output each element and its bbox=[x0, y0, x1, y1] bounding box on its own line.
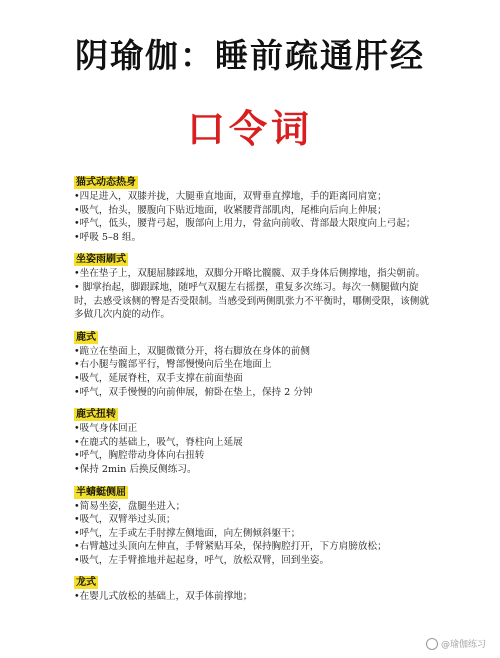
instruction-line: •四足进入，双膝并拢，大腿垂直地面，双臂垂直撑地，手的距离同肩宽； bbox=[74, 191, 387, 202]
page-subtitle: 口令词 bbox=[186, 107, 313, 151]
instruction-line: •在婴儿式放松的基础上，双手体前撑地； bbox=[74, 591, 253, 603]
instruction-line: •右小腿与髋部平行，臀部慢慢向后坐在地面上 bbox=[74, 359, 272, 371]
instruction-line: •保持 2min 后换反侧练习。 bbox=[74, 463, 197, 475]
section-heading: 鹿式 bbox=[76, 331, 96, 343]
pose-section bbox=[74, 253, 432, 321]
watermark bbox=[426, 637, 486, 650]
instruction-line: •吸气，抬头，腰腹向下贴近地面，收紧腰背部肌肉，尾椎向后向上伸展； bbox=[74, 204, 387, 216]
section-heading: 龙式 bbox=[76, 577, 96, 589]
instruction-line: •吸气，延展脊柱，双手支撑在前面垫面 bbox=[74, 372, 243, 384]
section-heading: 半蜻蜓侧屈 bbox=[76, 486, 126, 498]
instruction-line: •呼气，左手或左手肘撑左侧地面，向左侧倾斜躯干； bbox=[74, 527, 301, 539]
pose-section bbox=[74, 331, 432, 399]
page-title: 阴瑜伽：睡前疏通肝经 bbox=[75, 36, 425, 75]
instruction-line: •吸气身体回正 bbox=[74, 423, 138, 435]
instruction-line: •呼气，低头，腰背弓起，腹部向上用力，骨盆向前收、背部最大限度向上弓起； bbox=[74, 218, 416, 230]
pose-section bbox=[74, 408, 432, 476]
instruction-line: •坐在垫子上，双腿屈膝踩地，双脚分开略比髋髋、双手身体后侧撑地，指尖朝前。 bbox=[74, 268, 426, 280]
instruction-line: •呼气，胸腔带动身体向右扭转 bbox=[74, 450, 205, 462]
section-heading: 坐姿雨刷式 bbox=[76, 254, 126, 266]
instruction-line: •简易坐姿，盘腿坐进入； bbox=[74, 500, 186, 512]
instruction-content bbox=[74, 176, 432, 613]
instruction-line: •跪立在垫面上，双腿微微分开，将右脚放在身体的前侧 bbox=[74, 345, 310, 357]
circle-logo-icon bbox=[426, 638, 438, 650]
instruction-line: •右臂越过头顶向左伸直，手臂紧贴耳朵，保持胸腔打开，下方肩膀放松； bbox=[74, 541, 387, 553]
watermark-text: @瑜伽练习 bbox=[440, 640, 486, 650]
pose-section bbox=[74, 576, 432, 604]
instruction-line: •在鹿式的基础上，吸气，脊柱向上延展 bbox=[74, 436, 243, 448]
instruction-line: •呼气，双手慢慢的向前伸展，俯卧在垫上，保持 2 分钟 bbox=[74, 386, 313, 398]
instruction-line: •呼吸 5–8 组。 bbox=[74, 231, 142, 243]
section-heading: 鹿式扭转 bbox=[76, 409, 116, 421]
instruction-line: • 脚掌抬起，脚跟踩地，随呼气双腿左右摇摆，重复多次练习。每次一侧腿做内旋时，去感受该侧的臀是否受限制。当感受到两侧肌张力不平衡时，哪侧受限，该侧就多做几次内旋的动作。 bbox=[74, 281, 429, 321]
pose-section bbox=[74, 176, 432, 244]
instruction-line: •吸气，左手臂推地并起起身，呼气，放松双臂，回到坐姿。 bbox=[74, 554, 330, 566]
section-heading: 猫式动态热身 bbox=[76, 177, 136, 188]
pose-section bbox=[74, 486, 432, 568]
instruction-line: •吸气，双臂举过头顶； bbox=[74, 514, 176, 526]
